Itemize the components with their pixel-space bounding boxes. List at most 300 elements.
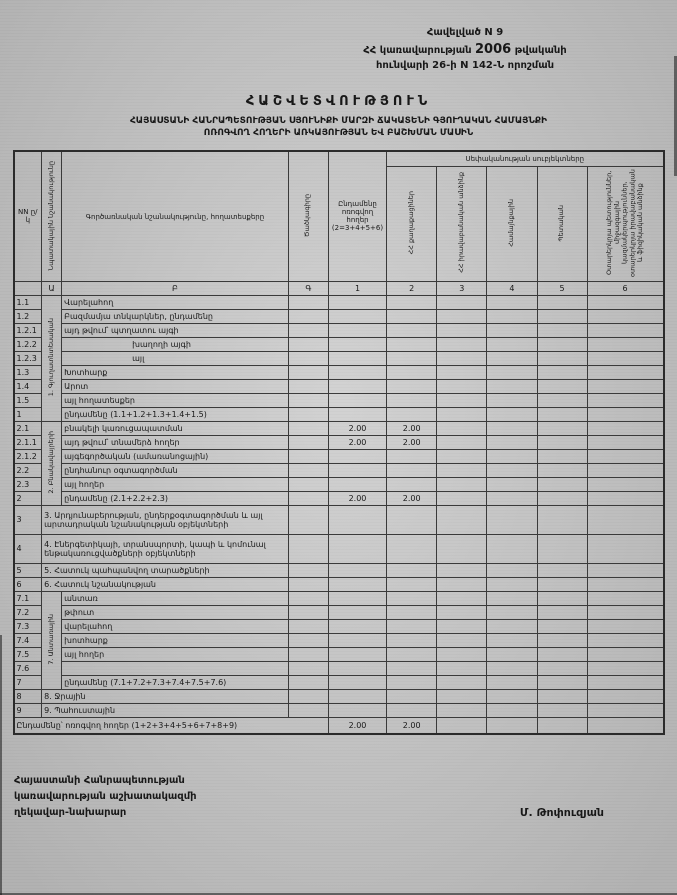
col-header-foreign [587,166,663,281]
value-cell [587,338,663,352]
value-cell [288,564,328,578]
value-cell [487,535,537,564]
value-cell [587,310,663,324]
col-header-code [288,151,328,282]
row-label: այլ հողեր [62,648,289,662]
value-cell [387,478,437,492]
letter-cell: Գ [288,282,328,296]
category-group-label: 2. Բնակավայրերի [46,431,55,494]
value-cell [387,324,437,338]
value-cell [537,704,587,718]
value-cell [328,592,386,606]
row-label: Արոտ [62,380,289,394]
value-cell [487,506,537,535]
value-cell [387,310,437,324]
row-label: այլ հողատեսքեր [62,394,289,408]
value-cell [437,366,487,380]
table-row [14,338,664,352]
value-cell [587,506,663,535]
row-num: 1 [14,408,42,422]
row-num: 2.2 [14,464,42,478]
value-cell [328,450,386,464]
letter-cell: 6 [587,282,663,296]
value-cell: 2.00 [328,492,386,506]
value-cell [537,634,587,648]
value-cell [587,422,663,436]
value-cell [328,310,386,324]
issuer-block [14,773,197,821]
row-label: Բազմամյա տնկարկներ, ընդամենը [62,310,289,324]
letter-cell: Բ [62,282,289,296]
row-num: 6 [14,578,42,592]
value-cell [487,592,537,606]
table-row [14,592,664,606]
value-cell [537,436,587,450]
value-cell [437,436,487,450]
col-header-foreign-label: Օտարերկրյա պետություններ, միջազգային կազմակերպություններ, օտարերկրյա իրավաբանական և ֆիզիկական անձինք [604,168,644,277]
row-num: 5 [14,564,42,578]
value-cell [537,450,587,464]
value-cell [587,648,663,662]
value-cell [487,310,537,324]
row-num: 2 [14,492,42,506]
value-cell [328,620,386,634]
value-cell [328,296,386,310]
table-row [14,310,664,324]
value-cell [328,564,386,578]
appendix-block [295,26,635,74]
value-cell [387,676,437,690]
value-cell [587,436,663,450]
col-header-ownership-label: Սեփականության սուբյեկտները [465,155,585,164]
value-cell [487,704,537,718]
value-cell [587,380,663,394]
value-cell [437,718,487,735]
appendix-line-2-post: թվականի [514,44,567,56]
grand-total-row [14,718,664,735]
value-cell [437,492,487,506]
value-cell [587,592,663,606]
value-cell [537,338,587,352]
signature-name: Մ. Թոփուզյան [519,806,604,820]
value-cell [288,690,328,704]
table-row [14,634,664,648]
value-cell [487,380,537,394]
col-header-functional-label: Գործառնական նշանակությունը, հողատեսքերը [85,212,265,221]
value-cell [487,338,537,352]
value-cell [587,578,663,592]
col-header-ownership [387,151,664,167]
value-cell [437,662,487,676]
value-cell [487,492,537,506]
value-cell [487,436,537,450]
col-header-total-label: Ընդամենը ոռոգվող հողեր (2=3+4+5+6) [331,200,384,233]
row-num: 1.1 [14,296,42,310]
value-cell [387,296,437,310]
value-cell [288,352,328,366]
value-cell: 2.00 [387,492,437,506]
row-num: 1.4 [14,380,42,394]
value-cell [587,535,663,564]
value-cell [437,676,487,690]
value-cell [437,634,487,648]
row-num: 7.1 [14,592,42,606]
row-label: խաղողի այգի [62,338,289,352]
appendix-line-2 [295,41,635,60]
col-header-citizens [387,166,437,281]
table-row [14,394,664,408]
row-num: 1.2.1 [14,324,42,338]
table-row [14,436,664,450]
letter-cell [14,282,42,296]
value-cell [487,478,537,492]
header-row-letters [14,282,664,296]
issuer-line-2: կառավարության աշխատակազմի [14,791,197,803]
col-header-code-label: Ծածկագիրը [303,193,312,237]
value-cell [328,380,386,394]
table-row [14,422,664,436]
value-cell [437,394,487,408]
col-header-purpose-label: Նպատակային նշանակությունը [46,160,55,271]
row-label: ընդամենը (1.1+1.2+1.3+1.4+1.5) [62,408,289,422]
value-cell [537,620,587,634]
value-cell [487,352,537,366]
value-cell [328,662,386,676]
value-cell [487,450,537,464]
value-cell [288,408,328,422]
value-cell [387,338,437,352]
row-label: 6. Հատուկ նշանակության [42,578,289,592]
table-row [14,408,664,422]
value-cell [587,324,663,338]
value-cell [387,366,437,380]
value-cell [328,606,386,620]
value-cell [537,324,587,338]
appendix-line-1: Հավելված N 9 [426,27,504,38]
value-cell [587,296,663,310]
row-num: 2.1 [14,422,42,436]
col-header-state [537,166,587,281]
scan-artifact [0,635,2,895]
value-cell [288,506,328,535]
report-table-body [14,296,664,735]
appendix-year: 2006 [475,41,512,57]
value-cell [437,564,487,578]
table-row [14,535,664,564]
value-cell [437,422,487,436]
col-header-nn [14,151,42,282]
value-cell [587,450,663,464]
value-cell [288,578,328,592]
value-cell [328,366,386,380]
category-group-cell [42,296,62,422]
table-row [14,662,664,676]
letter-cell: 1 [328,282,386,296]
row-label: այգեգործական (ամառանոցային) [62,450,289,464]
report-title-block [0,94,677,138]
col-header-community [487,166,537,281]
value-cell [437,704,487,718]
row-label: անտառ [62,592,289,606]
value-cell [537,718,587,735]
value-cell [328,506,386,535]
value-cell [437,310,487,324]
row-num: 4 [14,535,42,564]
value-cell [487,366,537,380]
row-num: 3 [14,506,42,535]
row-label [62,662,289,676]
value-cell [288,324,328,338]
value-cell [288,450,328,464]
value-cell [537,606,587,620]
row-num: 1.2 [14,310,42,324]
value-cell [288,662,328,676]
report-subtitle-1: ՀԱՅԱՍՏԱՆԻ ՀԱՆՐԱՊԵՏՈՒԹՅԱՆ ՍՅՈՒՆԻՔԻ ՄԱՐԶԻ ՃԱԿԱՏԵՆԻ ԳՅՈՒՂԱԿԱՆ ՀԱՄԱՅՆՔԻ [129,115,548,126]
value-cell [387,394,437,408]
col-header-legal-entities [437,166,487,281]
value-cell [387,464,437,478]
value-cell [537,366,587,380]
value-cell [328,478,386,492]
table-row [14,606,664,620]
table-row [14,620,664,634]
report-title: ՀԱՇՎԵՏՎՈՒԹՅՈՒՆ [245,93,432,109]
scanned-report-page [0,26,677,895]
value-cell [587,478,663,492]
value-cell [288,606,328,620]
value-cell [487,464,537,478]
value-cell [587,564,663,578]
value-cell [537,648,587,662]
row-num: 7.6 [14,662,42,676]
value-cell [387,352,437,366]
row-num: 1.5 [14,394,42,408]
table-row [14,578,664,592]
value-cell [537,352,587,366]
row-label: այդ թվում՝ տնամերձ հողեր [62,436,289,450]
value-cell [288,634,328,648]
value-cell [288,310,328,324]
row-num: 9 [14,704,42,718]
value-cell [587,690,663,704]
row-label: բնակելի կառուցապատման [62,422,289,436]
value-cell [537,380,587,394]
table-row [14,296,664,310]
value-cell [387,578,437,592]
value-cell: 2.00 [328,718,386,735]
row-label: խոտհարք [62,634,289,648]
value-cell [537,394,587,408]
value-cell [387,450,437,464]
value-cell [387,648,437,662]
value-cell [387,662,437,676]
value-cell [537,478,587,492]
value-cell [487,662,537,676]
value-cell [587,464,663,478]
letter-cell: 4 [487,282,537,296]
category-group-label: 1. Գյուղատնտեսական [46,318,55,397]
value-cell [537,564,587,578]
value-cell [328,634,386,648]
value-cell [537,492,587,506]
value-cell [437,620,487,634]
value-cell [328,352,386,366]
table-row [14,366,664,380]
row-label: այդ թվում՝ պտղատու այգի [62,324,289,338]
category-group-cell [42,422,62,506]
value-cell [537,592,587,606]
value-cell [587,718,663,735]
value-cell [288,620,328,634]
value-cell [537,310,587,324]
value-cell [288,296,328,310]
value-cell [328,704,386,718]
table-row [14,564,664,578]
issuer-line-3: ղեկավար-նախարար [14,807,127,819]
row-label: 3. Արդյունաբերության, ընդերքօգտագործման և այլ արտադրական նշանակության օբյեկտների [42,506,289,535]
value-cell [537,662,587,676]
value-cell [437,352,487,366]
value-cell [587,634,663,648]
value-cell [328,535,386,564]
table-row [14,648,664,662]
row-num: 1.3 [14,366,42,380]
letter-cell: Ա [42,282,62,296]
value-cell [437,408,487,422]
value-cell: 2.00 [328,436,386,450]
row-label: վարելահող [62,620,289,634]
value-cell [437,464,487,478]
value-cell [587,394,663,408]
row-num: 7.5 [14,648,42,662]
table-head [14,151,664,296]
value-cell [487,606,537,620]
value-cell [387,690,437,704]
col-header-legal-entities-label: ՀՀ իրավաբանական անձինք [456,172,465,274]
value-cell [587,620,663,634]
report-table [13,150,665,735]
category-group-label: 7. Անտառային [46,614,55,665]
value-cell [387,564,437,578]
row-label: թփուտ [62,606,289,620]
value-cell: 2.00 [328,422,386,436]
value-cell [328,324,386,338]
value-cell [437,450,487,464]
issuer-line-1: Հայաստանի Հանրապետության [14,775,185,787]
value-cell [537,296,587,310]
row-label: 5. Հատուկ պահպանվող տարածքների [42,564,289,578]
value-cell [288,676,328,690]
value-cell [437,324,487,338]
value-cell [328,690,386,704]
value-cell [328,578,386,592]
value-cell [387,606,437,620]
value-cell [437,535,487,564]
value-cell [288,338,328,352]
value-cell [537,506,587,535]
category-group-cell [42,592,62,690]
value-cell [387,506,437,535]
value-cell [587,606,663,620]
value-cell [437,592,487,606]
row-label: Խոտհարք [62,366,289,380]
value-cell: 2.00 [387,718,437,735]
table-row [14,352,664,366]
report-subtitle-2: ՈՌՈԳՎՈՂ ՀՈՂԵՐԻ ԱՌԿԱՅՈՒԹՅԱՆ ԵՎ ԲԱՇԽՄԱՆ ՄԱՍԻՆ [203,127,474,138]
value-cell [288,648,328,662]
value-cell [537,422,587,436]
value-cell [487,394,537,408]
value-cell [587,352,663,366]
value-cell [487,408,537,422]
row-label: Ընդամենը՝ ոռոգվող հողեր (1+2+3+4+5+6+7+8+9) [14,718,329,735]
row-num: 2.3 [14,478,42,492]
value-cell [587,366,663,380]
value-cell [487,578,537,592]
value-cell [487,634,537,648]
footer-block [0,773,677,821]
letter-cell: 2 [387,282,437,296]
value-cell [437,296,487,310]
letter-cell: 5 [537,282,587,296]
row-num: 7.3 [14,620,42,634]
value-cell [437,506,487,535]
value-cell [487,296,537,310]
value-cell [328,648,386,662]
table-row [14,324,664,338]
row-label: ընդամենը (7.1+7.2+7.3+7.4+7.5+7.6) [62,676,289,690]
value-cell [288,478,328,492]
value-cell [288,535,328,564]
row-label: 9. Պահուստային [42,704,289,718]
row-num: 7.2 [14,606,42,620]
table-row [14,506,664,535]
appendix-line-3: հունվարի 26-ի N 142-Ն որոշման [375,60,555,72]
row-num: 2.1.2 [14,450,42,464]
value-cell [537,578,587,592]
col-header-citizens-label: ՀՀ քաղաքացիներ [406,191,415,255]
table-row [14,478,664,492]
value-cell [487,620,537,634]
value-cell [537,464,587,478]
value-cell: 2.00 [387,436,437,450]
col-header-total [328,151,386,282]
value-cell [537,690,587,704]
col-header-state-label: Պետական [557,204,566,242]
value-cell [387,592,437,606]
row-label: ընդհանուր օգտագործման [62,464,289,478]
value-cell [328,338,386,352]
col-header-community-label: Համայնքային [507,198,516,247]
row-num: 1.2.3 [14,352,42,366]
value-cell [328,408,386,422]
row-num: 7.4 [14,634,42,648]
value-cell: 2.00 [387,422,437,436]
table-row [14,380,664,394]
value-cell [587,662,663,676]
value-cell [587,676,663,690]
row-num: 1.2.2 [14,338,42,352]
value-cell [587,408,663,422]
value-cell [288,380,328,394]
row-label: այլ [62,352,289,366]
value-cell [288,592,328,606]
row-label: 8. Ջրային [42,690,289,704]
row-label: Վարելահող [62,296,289,310]
value-cell [328,464,386,478]
value-cell [537,676,587,690]
table-row [14,464,664,478]
